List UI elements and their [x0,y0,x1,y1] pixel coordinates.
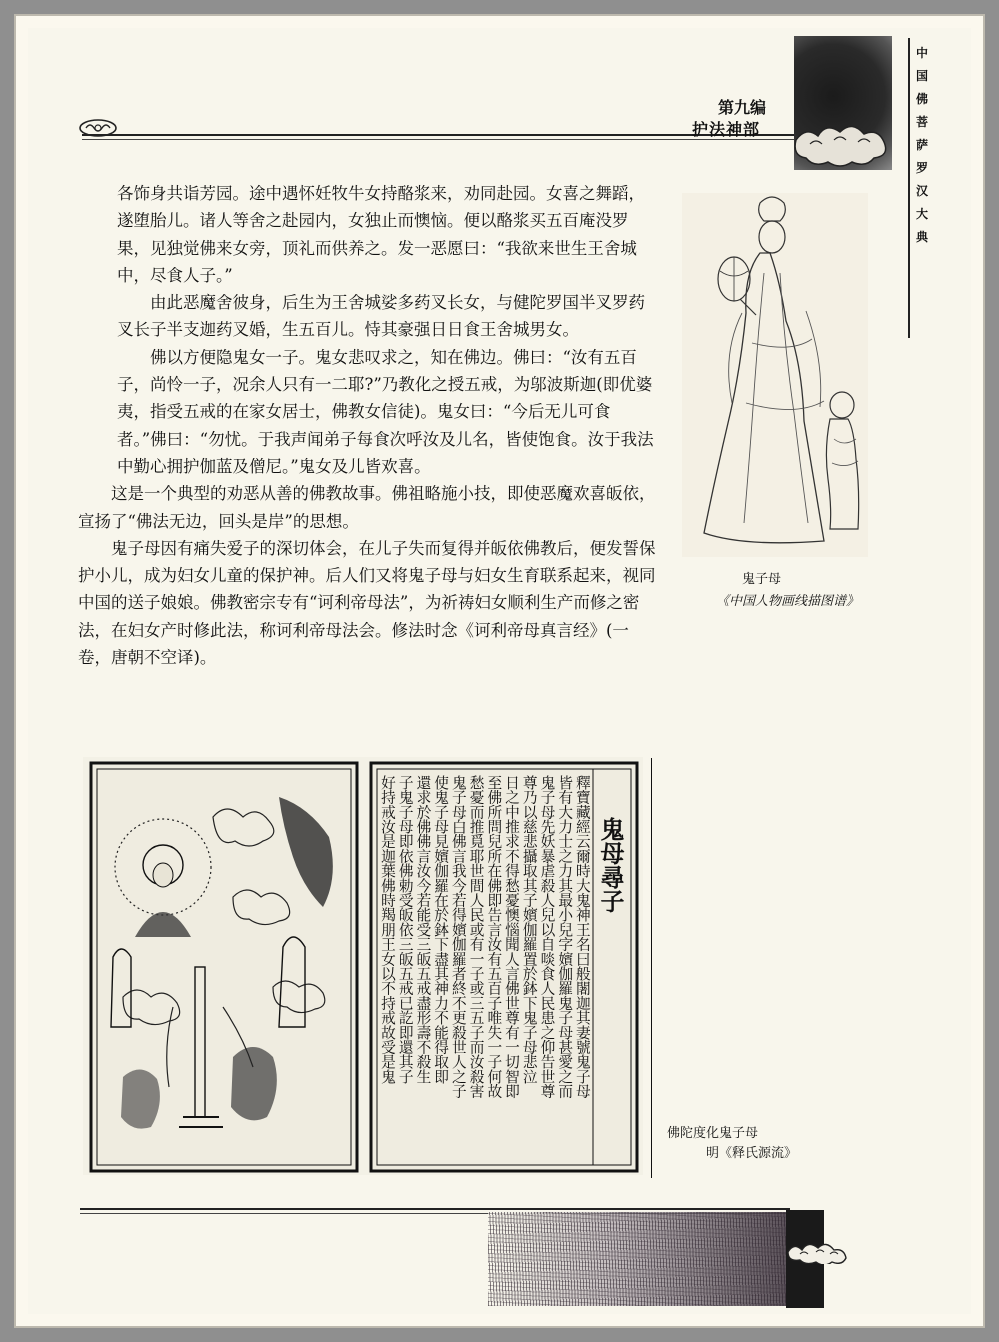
plate-text-column: 還求於佛佛言汝今若能受三皈五戒盡形壽不殺生 [414,775,432,1084]
quoted-paragraph: 由此恶魔舍彼身，后生为王舍城娑多药叉长女，与健陀罗国半叉罗药叉长子半支迦药叉婚，生五百儿。恃其豪强日日食王舍城男女。 [117,293,645,340]
figure2-rule [651,758,652,1178]
plate-text-column: 尊乃以慈悲攝取其子嬪伽羅置於鉢下鬼子母悲泣 [520,775,538,1084]
figure1-caption-title: 鬼子母 [742,572,782,587]
figure2-caption-title: 佛陀度化鬼子母 [667,1126,759,1141]
quoted-paragraph: 各饰身共诣芳园。途中遇怀妊牧牛女持酪浆来，劝同赴园。女喜之舞蹈，遂堕胎儿。诸人等舍之赴园内，女独止而懊恼。便以酪浆买五百庵没罗果，见独觉佛来女旁，顶礼而供养之。发一恶愿曰：“我欲来世生王舍城中，尽食人子。” [117,184,645,285]
plate-text-column: 子鬼子母即依佛勅受皈依三皈五戒已訖即還其子 [396,775,414,1084]
book-title-char: 中 [915,46,928,60]
woodblock-plate [83,757,643,1175]
book-title-char: 大 [915,207,928,221]
plate-title: 鬼母尋子 [596,817,625,913]
article-body [78,180,660,671]
plate-text-column: 釋寶藏經云爾時大鬼神王名曰般闍迦其妻號鬼子母 [573,775,591,1099]
book-title-char: 萨 [915,138,928,152]
paragraph: 鬼子母因有痛失爱子的深切体会，在儿子失而复得并皈依佛教后，便发誓保护小儿，成为妇女儿童的保护神。后人们又将鬼子母与妇女生育联系起来，视同中国的送子娘娘。佛教密宗专有“诃利帝母法”，为祈祷妇女顺利生产而修之密法，在妇女产时修此法，称诃利帝母法会。修法时念《诃利帝母真言经》(一卷，唐朝不空译)。 [78,538,656,668]
book-title-char: 菩 [915,115,928,129]
quoted-paragraph: 佛以方便隐鬼女一子。鬼女悲叹求之，知在佛边。佛曰：“汝有五百子，尚怜一子，况余人只有一二耶?”乃教化之授五戒，为邬波斯迦(即优婆夷，指受五戒的在家女居士，佛教女信徒)。鬼女曰：“今后无儿可食者。”佛曰：“勿忧。于我声闻弟子每食次呼汝及儿名，皆使饱食。汝于我法中勤心拥护伽蓝及僧尼。”鬼女及儿皆欢喜。 [117,347,654,476]
plate-text-column: 日之中推求不得愁憂懊惱聞人言佛世尊有一切智即 [503,775,521,1099]
figure2-caption-source: 明《释氏源流》 [706,1146,798,1161]
figure1-caption-source: 《中国人物画线描图谱》 [716,594,860,609]
cloud-ornament-icon [784,1236,850,1264]
footer-ink-texture [488,1212,794,1306]
book-title-char: 汉 [915,184,928,198]
plate-text-block [379,775,591,1167]
header-rule [82,134,794,136]
side-rule [908,38,910,338]
plate-text-column: 愁憂而推覓耶世間人民或有一子或三五子而汝殺害 [467,775,485,1099]
hariti-line-drawing [682,193,868,557]
part-label: 第九编 [718,98,767,117]
cloud-ornament-icon [790,110,900,168]
plate-text-column: 鬼子母先妖暴虐殺人兒以自啖食人民患之仰告世尊 [538,775,556,1099]
plate-text-column: 至佛所問兒所在佛即告言汝有五百子唯失一子何故 [485,775,503,1099]
plate-text-column: 好持戒汝是迦葉佛時羯朋王女以不持戒故受是鬼 [379,775,396,1084]
book-title-char: 国 [915,69,928,83]
book-title-char: 佛 [915,92,928,106]
plate-text-column: 鬼子母白佛言我今若得嬪伽羅者終不更殺世人之子 [449,775,467,1099]
footer-rule [80,1208,790,1210]
header-rule-thin [82,139,794,140]
book-title-char: 典 [915,230,928,244]
plate-text-column: 使鬼子母見嬪伽羅在於鉢下盡其神力不能得取即 [432,775,450,1084]
book-title-vertical [912,42,932,249]
paragraph: 这是一个典型的劝恶从善的佛教故事。佛祖略施小技，即使恶魔欢喜皈依，宣扬了“佛法无边，回头是岸”的思想。 [78,484,656,531]
plate-text-column: 皆有大力士之力其最小兒字嬪伽羅鬼子母甚愛之而 [556,775,574,1099]
book-title-char: 罗 [915,161,928,175]
section-label: 护法神部 [692,120,761,139]
